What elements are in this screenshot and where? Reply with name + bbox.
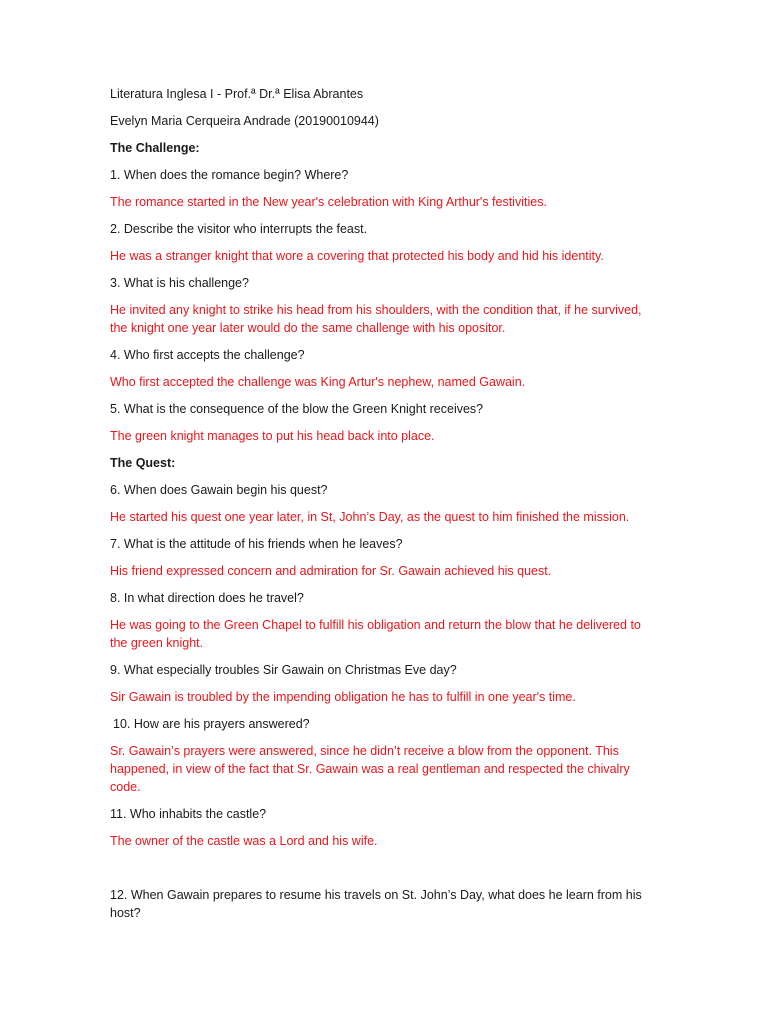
student-name: Evelyn Maria Cerqueira Andrade (20190010944) <box>110 114 379 128</box>
question-9: 9. What especially troubles Sir Gawain on Christmas Eve day? <box>110 663 457 677</box>
question-1: 1. When does the romance begin? Where? <box>110 168 349 182</box>
question-4: 4. Who first accepts the challenge? <box>110 348 305 362</box>
blank-space <box>110 859 660 886</box>
answer-6: He started his quest one year later, in St, John’s Day, as the quest to him finished the mission. <box>110 510 630 524</box>
question-11: 11. Who inhabits the castle? <box>110 807 267 821</box>
answer-3: He invited any knight to strike his head from his shoulders, with the condition that, if he survived, the knight one year later would do the same challenge with his opositor. <box>110 303 642 335</box>
question-8: 8. In what direction does he travel? <box>110 591 304 605</box>
answer-11: The owner of the castle was a Lord and his wife. <box>110 834 378 848</box>
question-7: 7. What is the attitude of his friends when he leaves? <box>110 537 403 551</box>
answer-4: Who first accepted the challenge was King Artur's nephew, named Gawain. <box>110 375 526 389</box>
answer-7: His friend expressed concern and admiration for Sr. Gawain achieved his quest. <box>110 564 552 578</box>
question-12: 12. When Gawain prepares to resume his travels on St. John’s Day, what does he learn from his host? <box>110 888 642 920</box>
answer-5: The green knight manages to put his head back into place. <box>110 429 435 443</box>
answer-2: He was a stranger knight that wore a covering that protected his body and hid his identity. <box>110 249 604 263</box>
question-3: 3. What is his challenge? <box>110 276 249 290</box>
course-title: Literatura Inglesa I - Prof.ª Dr.ª Elisa Abrantes <box>110 87 364 101</box>
document-page <box>110 85 660 931</box>
answer-9: Sir Gawain is troubled by the impending obligation he has to fulfill in one year's time. <box>110 690 576 704</box>
section-heading-quest: The Quest: <box>110 456 176 470</box>
answer-8: He was going to the Green Chapel to fulfill his obligation and return the blow that he delivered to the green knight. <box>110 618 641 650</box>
answer-1: The romance started in the New year's celebration with King Arthur's festivities. <box>110 195 547 209</box>
section-heading-challenge: The Challenge: <box>110 141 200 155</box>
question-6: 6. When does Gawain begin his quest? <box>110 483 328 497</box>
question-5: 5. What is the consequence of the blow the Green Knight receives? <box>110 402 484 416</box>
answer-10: Sr. Gawain’s prayers were answered, since he didn’t receive a blow from the opponent. This happened, in view of the fact that Sr. Gawain was a real gentleman and respected the chivalry code. <box>110 744 630 794</box>
question-10: 10. How are his prayers answered? <box>113 717 310 731</box>
question-2: 2. Describe the visitor who interrupts the feast. <box>110 222 368 236</box>
